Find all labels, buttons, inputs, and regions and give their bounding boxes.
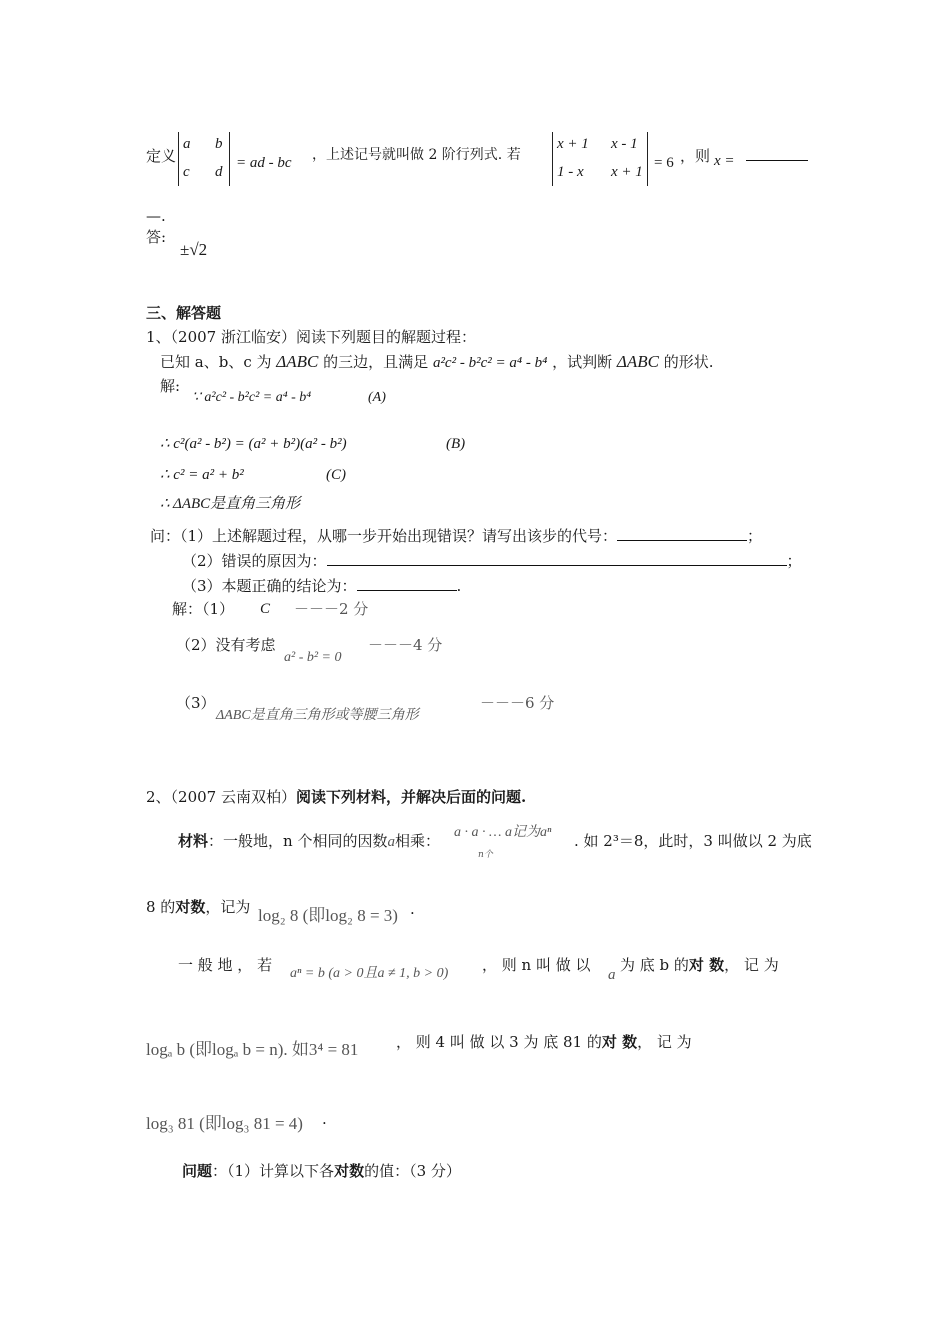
material-c: . 如 2³＝8，此时，3 叫做以 2 为底 (574, 832, 812, 850)
example-line (396, 1033, 692, 1051)
det2-a: x + 1 (557, 136, 589, 152)
general-bold: 对 数 (688, 956, 725, 974)
det1-c: c (183, 164, 190, 180)
p1-abc-1: ΔABC (276, 352, 319, 371)
ask-1-text: 问：（1）上述解题过程，从哪一步开始出现错误？请写出该步的代号： (150, 527, 618, 545)
p1-given-a: 已知 a、b、c 为 (160, 353, 272, 371)
general-var: a (608, 967, 616, 983)
ans-1: C (260, 601, 271, 617)
det2-b: x - 1 (611, 136, 638, 152)
p1-given (160, 352, 714, 372)
step-d: ∴ ΔABC是直角三角形 (160, 496, 301, 512)
example-a: ， 则 4 叫 做 以 3 为 底 81 的 (396, 1033, 602, 1051)
ask-3-end: . (456, 577, 462, 595)
general-c (620, 956, 779, 974)
p2-intro-task: 阅读下列材料，并解决后面的问题. (296, 788, 527, 806)
general-b: ， 则 n 叫 做 以 (482, 956, 591, 974)
p2-intro (146, 788, 526, 806)
det-tail: —. (146, 207, 166, 225)
section-heading: 三、解答题 (146, 304, 222, 322)
step-b: ∴ c²(a² - b²) = (a² + b²)(a² - b²) (160, 436, 347, 452)
ans-3-prefix: （3） (176, 694, 216, 712)
log2-bold: 对数 (175, 898, 206, 916)
ask-2-end: ； (786, 552, 802, 570)
question-bold: 对数 (334, 1162, 365, 1180)
det2-result: = 6 (654, 155, 674, 171)
def-label: 定义 (146, 147, 177, 165)
p1-condition: a²c² - b²c² = a⁴ - b⁴ (432, 355, 548, 371)
p1-given-c: ，试判断 (552, 353, 613, 371)
general-c-text: 为 底 b 的 (620, 956, 689, 974)
log2-line (146, 898, 250, 916)
det2-d: x + 1 (611, 164, 643, 180)
ask-3-text: （3）本题正确的结论为： (182, 577, 357, 595)
p1-given-b: 的三边，且满足 (323, 353, 429, 371)
question-b: 的值：（3 分） (364, 1162, 461, 1180)
example2-expr: log₃ 81 (即log₃ 81 = 4) (146, 1114, 303, 1133)
material-product: a · a · … a记为aⁿ (454, 825, 552, 840)
answer-value: ±√2 (180, 240, 208, 259)
ask-2-text: （2）错误的原因为： (182, 552, 327, 570)
ans-1-score: －－－2 分 (294, 600, 369, 618)
material-n-count: n个 (478, 850, 493, 860)
step-c-tag: (C) (326, 467, 346, 483)
material-label: 材料 (178, 832, 209, 850)
general-d: ， 记 为 (724, 956, 779, 974)
example-b: ， 记 为 (637, 1033, 692, 1051)
ans-2-score: －－－4 分 (368, 636, 443, 654)
question-label: 问题 (182, 1162, 213, 1180)
p1-abc-2: ΔABC (616, 352, 659, 371)
step-b-tag: (B) (446, 436, 466, 452)
blank-line (746, 160, 808, 161)
ask-1-end: ； (747, 527, 763, 545)
general-expr: aⁿ = b (a > 0且a ≠ 1, b > 0) (290, 966, 449, 981)
step-a: ∵ a²c² - b²c² = a⁴ - b⁴ (192, 390, 312, 405)
det-then: ，则 (680, 147, 711, 165)
log2-dot: . (410, 900, 415, 918)
det2-c: 1 - x (557, 164, 584, 180)
p2-intro-source: 2、（2007 云南双柏） (146, 788, 296, 806)
det1-d: d (215, 164, 223, 180)
general-a: 一 般 地 ， 若 (178, 956, 273, 974)
ans-2-expr: a² - b² = 0 (284, 650, 342, 665)
question-line (182, 1162, 461, 1180)
step-a-tag: (A) (368, 390, 386, 405)
log2-a: 8 的 (146, 898, 176, 916)
ask-3 (182, 576, 461, 595)
example-bold: 对 数 (601, 1033, 638, 1051)
answer-label: 答: (146, 228, 167, 246)
log2-expr: log₂ 8 (即log₂ 8 = 3) (258, 906, 398, 925)
det1-result: = ad - bc (236, 155, 292, 171)
step-c: ∴ c² = a² + b² (160, 467, 244, 483)
question-a: ：（1）计算以下各 (212, 1162, 335, 1180)
det-text-mid: ，上述记号就叫做 2 阶行列式. 若 (312, 147, 521, 163)
material-b: 相乘： (394, 832, 440, 850)
log2-b: ，记为 (205, 898, 251, 916)
ans-3-score: －－－6 分 (480, 694, 555, 712)
ans-3-expr: ΔABC是直角三角形或等腰三角形 (216, 708, 419, 723)
p1-intro: 1、（2007 浙江临安）阅读下列题目的解题过程： (146, 328, 476, 346)
ask-2-blank (327, 551, 787, 566)
ans-2-prefix: （2）没有考虑 (176, 636, 276, 654)
ask-1-blank (617, 526, 747, 541)
ans-label: 解：（1） (172, 600, 235, 618)
determinant-1 (178, 132, 230, 186)
ask-1 (150, 526, 762, 545)
p1-given-d: 的形状. (663, 353, 714, 371)
det1-b: b (215, 136, 223, 152)
p1-sol-label: 解: (160, 377, 181, 395)
example-expr: logₐ b (即logₐ b = n). 如3⁴ = 81 (146, 1040, 359, 1059)
material-a: ：一般地，n 个相同的因数 (208, 832, 388, 850)
material-var: a (387, 834, 395, 850)
x-equals: x = (714, 153, 735, 169)
material-line (178, 832, 440, 851)
det1-a: a (183, 136, 191, 152)
example2-dot: . (322, 1110, 327, 1128)
determinant-2 (552, 132, 648, 186)
ask-3-blank (357, 576, 457, 591)
ask-2 (182, 551, 802, 570)
